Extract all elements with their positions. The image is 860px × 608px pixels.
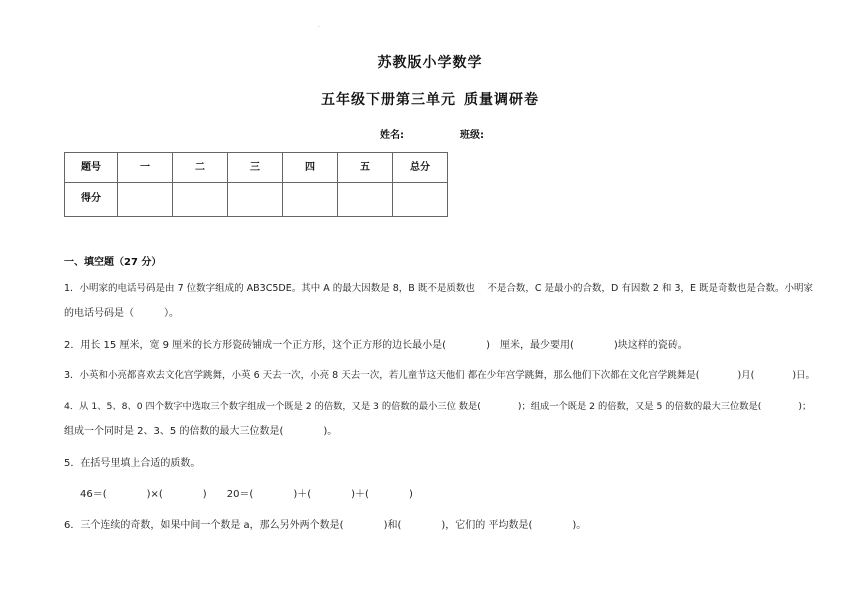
score-header-cell: 三 bbox=[228, 153, 283, 183]
score-cell[interactable] bbox=[228, 183, 283, 217]
subtitle-unit: 五年级下册第三单元 bbox=[321, 92, 456, 108]
score-cell[interactable] bbox=[118, 183, 173, 217]
question-2: 2．用长 15 厘米，宽 9 厘米的长方形瓷砖铺成一个正方形，这个正方形的边长最小是( ) 厘米，最少要用( )块这样的瓷砖。 bbox=[64, 340, 688, 351]
question-1-line-1: 1．小明家的电话号码是由 7 位数字组成的 AB3C5DE。其中 A 的最大因数是 8，B 既不是质数也 不是合数，C 是最小的合数，D 有因数 2 和 3，E 既是奇数也是合数。小明家 bbox=[64, 283, 814, 294]
score-table bbox=[64, 152, 448, 217]
document-subtitle bbox=[0, 89, 860, 109]
question-5: 5．在括号里填上合适的质数。 bbox=[64, 458, 201, 469]
student-info bbox=[380, 126, 484, 141]
score-table-header-row bbox=[65, 153, 448, 183]
score-header-cell: 题号 bbox=[65, 153, 118, 183]
name-label: 姓名: bbox=[380, 130, 404, 141]
subtitle-exam: 质量调研卷 bbox=[464, 92, 539, 108]
question-6: 6．三个连续的奇数，如果中间一个数是 a，那么另外两个数是( )和( )，它们的 平均数是( )。 bbox=[64, 520, 587, 531]
question-4-line-2: 组成一个同时是 2、3、5 的倍数的最大三位数是( )。 bbox=[64, 426, 338, 437]
score-header-cell: 一 bbox=[118, 153, 173, 183]
question-5-equations: 46＝( )×( ) 20＝( )＋( )＋( ) bbox=[80, 489, 413, 500]
question-4-line-1: 4．从 1、5、8、0 四个数字中选取三个数字组成一个既是 2 的倍数，又是 3 的倍数的最小三位 数是( )；组成一个既是 2 的倍数，又是 5 的倍数的最大三位数是( )； bbox=[64, 401, 812, 412]
score-header-cell: 二 bbox=[173, 153, 228, 183]
score-cell[interactable] bbox=[393, 183, 448, 217]
question-3: 3．小英和小亮都喜欢去文化宫学跳舞，小英 6 天去一次，小亮 8 天去一次，若儿童节这天他们 都在少年宫学跳舞，那么他们下次都在文化宫学跳舞是( )月( )日。 bbox=[64, 370, 816, 381]
score-row-label: 得分 bbox=[65, 183, 118, 217]
score-table-score-row bbox=[65, 183, 448, 217]
header-dot: · bbox=[318, 24, 320, 31]
score-header-cell: 总分 bbox=[393, 153, 448, 183]
score-cell[interactable] bbox=[173, 183, 228, 217]
score-cell[interactable] bbox=[283, 183, 338, 217]
document-title: 苏教版小学数学 bbox=[377, 55, 483, 71]
question-1-line-2: 的电话号码是（ ）。 bbox=[64, 308, 179, 319]
section-heading: 一、填空题（27 分） bbox=[64, 257, 162, 268]
score-header-cell: 五 bbox=[338, 153, 393, 183]
score-header-cell: 四 bbox=[283, 153, 338, 183]
score-cell[interactable] bbox=[338, 183, 393, 217]
class-label: 班级: bbox=[460, 130, 484, 141]
